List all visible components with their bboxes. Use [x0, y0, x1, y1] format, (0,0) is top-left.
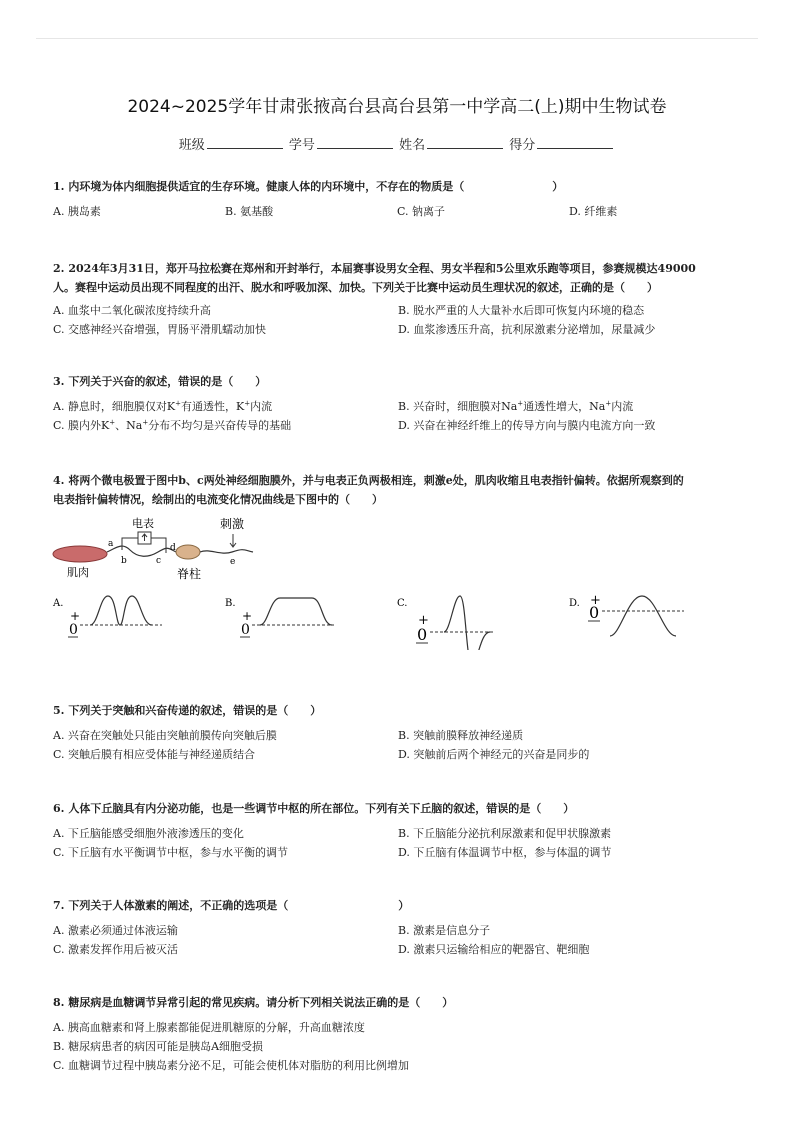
header-rule	[36, 38, 758, 39]
plus-sign: +	[590, 593, 601, 608]
options	[53, 726, 743, 764]
electrode-wire-b	[122, 538, 138, 550]
student-id-blank[interactable]	[317, 136, 393, 149]
point-e-label: e	[230, 557, 236, 567]
class-label: 班级	[178, 138, 205, 153]
option-a[interactable]: A. 胰岛素	[53, 205, 101, 218]
option-d[interactable]: D. 突触前后两个神经元的兴奋是同步的	[398, 748, 590, 761]
nerve-muscle-diagram	[48, 512, 258, 584]
stimulus-arrow	[230, 534, 236, 547]
options	[53, 397, 743, 435]
option-b[interactable]: B. 糖尿病患者的病因可能是胰岛A细胞受损	[53, 1040, 264, 1053]
question-stem: 8. 糖尿病是血糖调节异常引起的常见疾病。请分析下列相关说法正确的是（ ）	[53, 996, 454, 1009]
current-curve	[444, 596, 490, 650]
option-c-graph[interactable]	[394, 588, 514, 650]
option-d-label: D.	[569, 598, 580, 609]
option-a[interactable]: A. 胰高血糖素和肾上腺素都能促进肌糖原的分解，升高血糖浓度	[53, 1021, 365, 1034]
question-2	[53, 259, 743, 339]
option-c[interactable]: C. 突触后膜有相应受体能与神经递质结合	[53, 748, 256, 761]
option-d-graph[interactable]	[566, 588, 696, 642]
meter-label: 电表	[132, 517, 154, 530]
option-d[interactable]: D. 激素只运输给相应的靶器官、靶细胞	[398, 943, 590, 956]
zero-label: 0	[589, 603, 600, 622]
option-b-label: B.	[225, 598, 236, 609]
spine-label: 脊柱	[177, 567, 202, 581]
current-curve	[90, 596, 152, 625]
question-8	[53, 993, 743, 1075]
current-curve	[260, 598, 332, 625]
option-d[interactable]: D. 血浆渗透压升高，抗利尿激素分泌增加，尿量减少	[398, 323, 656, 336]
option-d[interactable]: D. 下丘脑有体温调节中枢，参与体温的调节	[398, 846, 612, 859]
spine-shape	[176, 545, 200, 559]
options	[53, 301, 743, 339]
class-blank[interactable]	[207, 136, 283, 149]
question-stem-line-1: 4. 将两个微电极置于图中b、c两处神经细胞膜外，并与电表正负两极相连，刺激e处，肌肉收缩且电表指针偏转。依据所观察到的	[53, 474, 684, 487]
student-id-label: 学号	[288, 138, 315, 153]
muscle-label: 肌肉	[67, 566, 89, 579]
muscle-shape	[53, 546, 107, 562]
question-5	[53, 701, 743, 764]
question-7	[53, 896, 743, 959]
question-3	[53, 372, 743, 435]
question-stem: 7. 下列关于人体激素的阐述，不正确的选项是（ ）	[53, 899, 410, 912]
question-stem: 3. 下列关于兴奋的叙述，错误的是（ ）	[53, 375, 267, 388]
zero-label: 0	[69, 622, 78, 638]
option-d[interactable]: D. 兴奋在神经纤维上的传导方向与膜内电流方向一致	[398, 419, 656, 432]
option-a-graph[interactable]	[50, 588, 170, 640]
point-c-label: c	[156, 556, 162, 566]
option-b[interactable]: B. 兴奋时，细胞膜对Na+通透性增大，Na+内流	[398, 399, 634, 413]
option-d[interactable]: D. 纤维素	[569, 205, 618, 218]
question-stem: 1. 内环境为体内细胞提供适宜的生存环境。健康人体的内环境中，不存在的物质是（ ）	[53, 180, 564, 193]
option-b[interactable]: B. 下丘脑能分泌抗利尿激素和促甲状腺激素	[398, 827, 612, 840]
option-c[interactable]: C. 膜内外K+、Na+分布不均匀是兴奋传导的基础	[53, 418, 292, 432]
plus-sign: +	[418, 613, 429, 628]
option-c[interactable]: C. 钠离子	[397, 205, 446, 218]
option-a[interactable]: A. 激素必须通过体液运输	[53, 924, 178, 937]
name-blank[interactable]	[427, 136, 503, 149]
options	[53, 202, 743, 221]
point-a-label: a	[108, 539, 114, 549]
name-label: 姓名	[399, 138, 426, 153]
nerve-fiber-right	[200, 550, 253, 553]
options	[53, 1018, 743, 1075]
question-stem: 6. 人体下丘脑具有内分泌功能，也是一些调节中枢的所在部位。下列有关下丘脑的叙述，错误的是（ ）	[53, 802, 575, 815]
option-c[interactable]: C. 血糖调节过程中胰岛素分泌不足，可能会使机体对脂肪的利用比例增加	[53, 1059, 410, 1072]
option-c[interactable]: C. 激素发挥作用后被灭活	[53, 943, 179, 956]
electrode-wire-c	[151, 538, 166, 553]
stimulus-label: 刺激	[220, 517, 245, 531]
plus-sign: +	[242, 609, 253, 623]
score-blank[interactable]	[537, 136, 613, 149]
option-a[interactable]: A. 兴奋在突触处只能由突触前膜传向突触后膜	[53, 729, 277, 742]
option-a-label: A.	[53, 598, 64, 609]
question-6	[53, 799, 743, 862]
question-stem: 5. 下列关于突触和兴奋传递的叙述，错误的是（ ）	[53, 704, 322, 717]
option-b[interactable]: B. 突触前膜释放神经递质	[398, 729, 524, 742]
exam-title: 2024~2025学年甘肃张掖高台县高台县第一中学高二(上)期中生物试卷	[127, 97, 667, 117]
zero-label: 0	[417, 625, 428, 644]
option-b[interactable]: B. 氨基酸	[225, 205, 274, 218]
option-a[interactable]: A. 静息时，细胞膜仅对K+有通透性，K+内流	[53, 399, 273, 413]
plus-sign: +	[70, 609, 81, 623]
question-4	[53, 471, 743, 509]
option-a[interactable]: A. 血浆中二氧化碳浓度持续升高	[53, 304, 211, 317]
score-label: 得分	[509, 138, 536, 153]
zero-label: 0	[241, 622, 250, 638]
option-c[interactable]: C. 下丘脑有水平衡调节中枢，参与水平衡的调节	[53, 846, 289, 859]
question-stem-line-1: 2. 2024年3月31日，郑开马拉松赛在郑州和开封举行，本届赛事设男女全程、男女半程和5公里欢乐跑等项目，参赛规模达49000	[53, 262, 696, 275]
option-c-label: C.	[397, 598, 408, 609]
options	[53, 824, 743, 862]
question-stem-line-2: 电表指针偏转情况，绘制出的电流变化情况曲线是下图中的（ ）	[53, 493, 383, 506]
option-a[interactable]: A. 下丘脑能感受细胞外液渗透压的变化	[53, 827, 244, 840]
options	[53, 921, 743, 959]
option-c[interactable]: C. 交感神经兴奋增强，胃肠平滑肌蠕动加快	[53, 323, 267, 336]
option-b-graph[interactable]	[222, 588, 342, 640]
student-info-line	[0, 134, 794, 153]
question-stem-line-2: 人。赛程中运动员出现不同程度的出汗、脱水和呼吸加深、加快。下列关于比赛中运动员生理状况的叙述，正确的是（ ）	[53, 281, 658, 294]
point-b-label: b	[121, 556, 127, 566]
point-d-label: d	[170, 543, 176, 553]
current-curve	[610, 596, 676, 636]
question-1	[53, 177, 743, 221]
option-b[interactable]: B. 脱水严重的人大量补水后即可恢复内环境的稳态	[398, 304, 645, 317]
option-b[interactable]: B. 激素是信息分子	[398, 924, 491, 937]
